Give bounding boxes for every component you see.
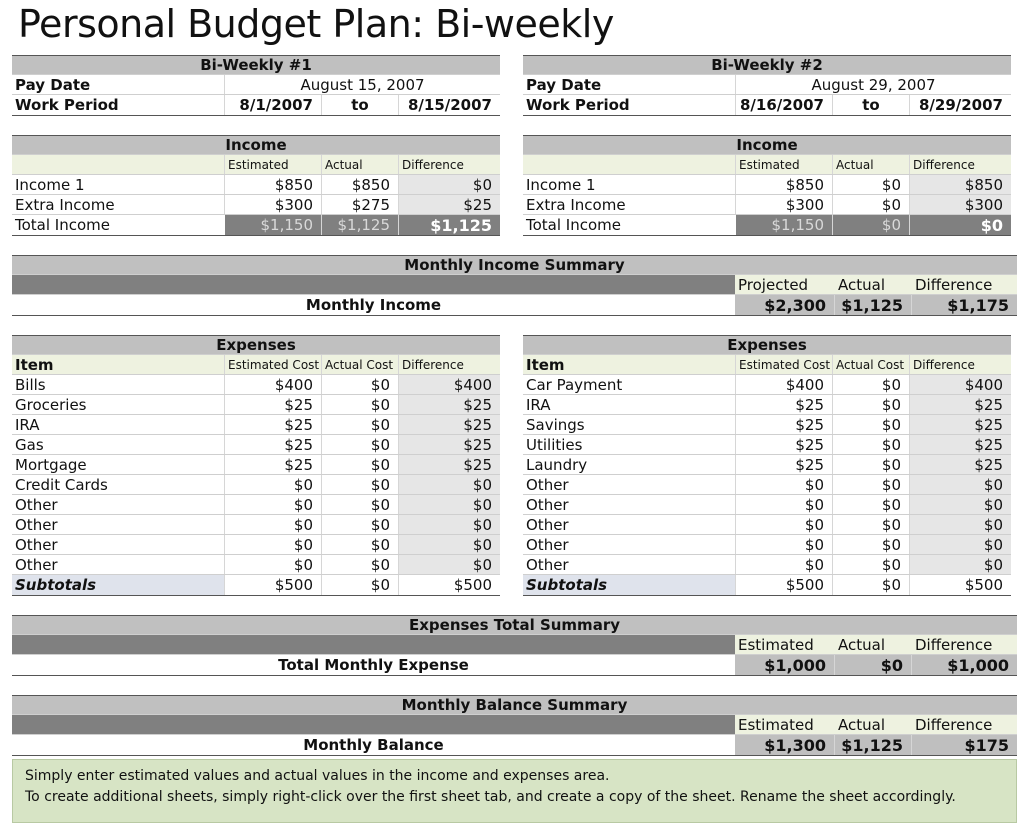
expenses-col-header-row <box>523 355 1011 375</box>
income-actual-value[interactable]: $0 <box>833 175 910 194</box>
expenses-col-difference: Difference <box>399 355 500 374</box>
income-total-actual: $1,125 <box>322 215 399 235</box>
income-col-difference: Difference <box>910 155 1011 174</box>
summary-col-header-row <box>12 715 1017 735</box>
expense-row <box>523 455 1011 475</box>
expenses-subtotal-label: Subtotals <box>12 575 225 595</box>
expenses-subtotal-difference: $500 <box>964 576 1003 594</box>
income-total-estimated: $1,150 <box>225 215 322 235</box>
expense-row <box>12 455 500 475</box>
note-line-2: To create additional sheets, simply right-click over the first sheet tab, and create a copy of the sheet. Rename the sheet accordingly. <box>25 789 956 805</box>
expense-difference-value: $400 <box>399 375 500 394</box>
expenses-col-item: Item <box>523 355 736 374</box>
expense-estimated-value[interactable]: $0 <box>736 515 833 534</box>
income-col-estimated: Estimated <box>736 155 833 174</box>
expense-item-label[interactable]: Groceries <box>12 395 225 414</box>
income-row <box>12 175 500 195</box>
income-total-estimated: $1,150 <box>736 215 833 235</box>
expenses-subtotal-row <box>12 575 500 596</box>
expense-difference-value: $25 <box>399 435 500 454</box>
expense-actual-value[interactable]: $0 <box>833 495 910 514</box>
expenses-subtotal-difference: $500 <box>453 576 492 594</box>
income-label: Extra Income <box>12 195 225 214</box>
expense-row <box>523 495 1011 515</box>
expense-item-label[interactable]: IRA <box>12 415 225 434</box>
expense-estimated-value[interactable]: $400 <box>736 375 833 394</box>
expense-difference-value: $25 <box>399 455 500 474</box>
expense-row <box>523 375 1011 395</box>
work-end-value[interactable]: 8/29/2007 <box>918 96 1003 114</box>
expense-actual-value[interactable]: $0 <box>833 455 910 474</box>
work-end-value[interactable]: 8/15/2007 <box>407 96 492 114</box>
expense-row <box>12 535 500 555</box>
expense-item-label[interactable]: Utilities <box>523 435 736 454</box>
expense-difference-value: $0 <box>910 515 1011 534</box>
summary-value-row <box>12 655 1017 676</box>
expenses-subtotal-estimated: $500 <box>225 575 322 595</box>
expense-row <box>12 435 500 455</box>
expense-difference-value: $25 <box>399 395 500 414</box>
income-col-actual: Actual <box>833 155 910 174</box>
work-start-value[interactable]: 8/1/2007 <box>225 95 322 115</box>
expense-difference-value: $25 <box>910 455 1011 474</box>
expense-estimated-value[interactable]: $0 <box>736 555 833 574</box>
income-difference-value: $0 <box>399 175 500 194</box>
pay-date-row <box>12 75 500 95</box>
expense-row <box>523 475 1011 495</box>
income-row <box>523 195 1011 215</box>
expenses-col-estimated: Estimated Cost <box>225 355 322 374</box>
income-header-row <box>12 135 500 155</box>
expense-estimated-value[interactable]: $25 <box>225 435 322 454</box>
summary-value-1: $1,000 <box>735 655 835 675</box>
expense-estimated-value[interactable]: $25 <box>736 415 833 434</box>
income-estimated-value[interactable]: $850 <box>225 175 322 194</box>
pay-date-row <box>523 75 1011 95</box>
expense-actual-value[interactable]: $0 <box>833 375 910 394</box>
summary-col-1: Estimated <box>735 715 835 734</box>
expense-actual-value[interactable]: $0 <box>833 415 910 434</box>
expense-item-label[interactable]: Other <box>12 555 225 574</box>
expenses-col-difference: Difference <box>910 355 1011 374</box>
pay-date-label: Pay Date <box>12 75 225 94</box>
expense-estimated-value[interactable]: $25 <box>736 435 833 454</box>
work-period-label: Work Period <box>523 95 736 115</box>
expense-actual-value[interactable]: $0 <box>833 475 910 494</box>
expense-actual-value[interactable]: $0 <box>833 535 910 554</box>
expense-item-label[interactable]: Laundry <box>523 455 736 474</box>
expense-item-label[interactable]: Other <box>12 535 225 554</box>
expense-estimated-value[interactable]: $0 <box>225 495 322 514</box>
summary-dark-band <box>12 635 735 654</box>
expense-item-label[interactable]: Other <box>523 475 736 494</box>
expenses-header: Expenses <box>12 335 500 354</box>
expense-actual-value[interactable]: $0 <box>322 555 399 574</box>
income-estimated-value[interactable]: $300 <box>225 195 322 214</box>
expense-item-label[interactable]: Savings <box>523 415 736 434</box>
expenses-subtotal-actual: $0 <box>833 575 910 595</box>
income-total-row <box>523 215 1011 236</box>
expense-row <box>523 515 1011 535</box>
expense-row <box>12 395 500 415</box>
expense-actual-value[interactable]: $0 <box>322 375 399 394</box>
expense-difference-value: $25 <box>910 415 1011 434</box>
expense-difference-value: $0 <box>399 475 500 494</box>
income-col-blank <box>523 155 736 174</box>
expense-row <box>12 555 500 575</box>
income-total-label: Total Income <box>526 216 621 234</box>
expense-estimated-value[interactable]: $25 <box>736 455 833 474</box>
expense-estimated-value[interactable]: $0 <box>225 515 322 534</box>
expense-estimated-value[interactable]: $25 <box>736 395 833 414</box>
income-header-row <box>523 135 1011 155</box>
expense-difference-value: $400 <box>910 375 1011 394</box>
summary-col-3: Difference <box>912 715 1017 734</box>
expenses-col-item: Item <box>12 355 225 374</box>
pay-date-value[interactable]: August 29, 2007 <box>811 75 936 94</box>
summary-header-row <box>12 255 1017 275</box>
expenses-col-actual: Actual Cost <box>833 355 910 374</box>
summary-col-header-row <box>12 275 1017 295</box>
expenses-header-row <box>523 335 1011 355</box>
expenses-subtotal-label: Subtotals <box>523 575 736 595</box>
expense-actual-value[interactable]: $0 <box>322 495 399 514</box>
expense-item-label[interactable]: Mortgage <box>12 455 225 474</box>
income-total-actual: $0 <box>833 215 910 235</box>
income-row <box>523 175 1011 195</box>
summary-value-row <box>12 735 1017 756</box>
summary-col-2: Actual <box>835 715 912 734</box>
expense-item-label[interactable]: Other <box>12 515 225 534</box>
income-col-difference: Difference <box>399 155 500 174</box>
expense-row <box>523 395 1011 415</box>
income-actual-value[interactable]: $0 <box>833 195 910 214</box>
summary-header-row <box>12 695 1017 715</box>
expense-estimated-value[interactable]: $0 <box>225 535 322 554</box>
expense-estimated-value[interactable]: $0 <box>736 535 833 554</box>
expense-estimated-value[interactable]: $0 <box>736 495 833 514</box>
expenses-header-row <box>12 335 500 355</box>
work-period-row <box>12 95 500 116</box>
expense-item-label[interactable]: Car Payment <box>523 375 736 394</box>
expense-actual-value[interactable]: $0 <box>322 535 399 554</box>
work-to-label: to <box>322 95 399 115</box>
income-col-actual: Actual <box>322 155 399 174</box>
period-header: Bi-Weekly #1 <box>12 55 500 74</box>
income-total-label: Total Income <box>15 216 110 234</box>
expense-actual-value[interactable]: $0 <box>833 395 910 414</box>
summary-header: Monthly Balance Summary <box>12 695 1017 714</box>
summary-header: Expenses Total Summary <box>12 615 1017 634</box>
summary-col-2: Actual <box>835 635 912 654</box>
income-total-difference: $0 <box>910 215 1011 235</box>
summary-header: Monthly Income Summary <box>12 255 1017 274</box>
expense-item-label[interactable]: Credit Cards <box>12 475 225 494</box>
expense-row <box>523 535 1011 555</box>
expense-actual-value[interactable]: $0 <box>833 515 910 534</box>
expense-difference-value: $0 <box>399 535 500 554</box>
summary-col-1: Projected <box>735 275 835 294</box>
expense-actual-value[interactable]: $0 <box>322 415 399 434</box>
pay-date-value[interactable]: August 15, 2007 <box>300 75 425 94</box>
expense-row <box>12 375 500 395</box>
expense-item-label[interactable]: IRA <box>523 395 736 414</box>
income-total-difference: $1,125 <box>399 215 500 235</box>
expense-difference-value: $0 <box>399 515 500 534</box>
expense-estimated-value[interactable]: $25 <box>225 395 322 414</box>
period-header: Bi-Weekly #2 <box>523 55 1011 74</box>
summary-col-3: Difference <box>912 635 1017 654</box>
expense-item-label[interactable]: Gas <box>12 435 225 454</box>
expense-row <box>12 415 500 435</box>
expense-estimated-value[interactable]: $400 <box>225 375 322 394</box>
work-period-row <box>523 95 1011 116</box>
expense-row <box>523 555 1011 575</box>
expense-row <box>12 515 500 535</box>
work-period-label: Work Period <box>12 95 225 115</box>
summary-value-3: $1,000 <box>912 655 1017 675</box>
expense-difference-value: $0 <box>910 475 1011 494</box>
expense-difference-value: $25 <box>910 435 1011 454</box>
expense-difference-value: $0 <box>910 535 1011 554</box>
expense-estimated-value[interactable]: $0 <box>225 475 322 494</box>
expenses-subtotal-actual: $0 <box>322 575 399 595</box>
expenses-col-header-row <box>12 355 500 375</box>
summary-value-3: $175 <box>912 735 1017 755</box>
summary-value-row <box>12 295 1017 316</box>
expenses-col-actual: Actual Cost <box>322 355 399 374</box>
note-line-1: Simply enter estimated values and actual values in the income and expenses area. <box>25 768 610 784</box>
expense-actual-value[interactable]: $0 <box>322 435 399 454</box>
summary-value-1: $1,300 <box>735 735 835 755</box>
expense-row <box>12 475 500 495</box>
expense-item-label[interactable]: Other <box>523 535 736 554</box>
income-actual-value[interactable]: $850 <box>322 175 399 194</box>
income-difference-value: $300 <box>910 195 1011 214</box>
income-label: Income 1 <box>12 175 225 194</box>
expense-item-label[interactable]: Other <box>523 555 736 574</box>
expense-item-label[interactable]: Other <box>523 495 736 514</box>
expense-item-label[interactable]: Bills <box>12 375 225 394</box>
income-col-header-row <box>12 155 500 175</box>
period-header-row <box>12 55 500 75</box>
expense-actual-value[interactable]: $0 <box>833 435 910 454</box>
expense-item-label[interactable]: Other <box>12 495 225 514</box>
expense-estimated-value[interactable]: $0 <box>225 555 322 574</box>
expense-actual-value[interactable]: $0 <box>322 395 399 414</box>
page-title: Personal Budget Plan: Bi-weekly <box>18 2 614 46</box>
summary-value-1: $2,300 <box>735 295 835 315</box>
income-estimated-value[interactable]: $300 <box>736 195 833 214</box>
period-header-row <box>523 55 1011 75</box>
income-total-row <box>12 215 500 236</box>
expense-estimated-value[interactable]: $25 <box>225 455 322 474</box>
work-start-value[interactable]: 8/16/2007 <box>736 95 833 115</box>
summary-value-3: $1,175 <box>912 295 1017 315</box>
expenses-subtotal-row <box>523 575 1011 596</box>
expense-actual-value[interactable]: $0 <box>322 455 399 474</box>
income-col-blank <box>12 155 225 174</box>
expense-difference-value: $0 <box>399 555 500 574</box>
summary-row-label: Monthly Income <box>305 296 442 314</box>
expense-item-label[interactable]: Other <box>523 515 736 534</box>
income-header: Income <box>523 135 1011 154</box>
expense-difference-value: $0 <box>910 495 1011 514</box>
expense-actual-value[interactable]: $0 <box>833 555 910 574</box>
expense-row <box>523 435 1011 455</box>
income-difference-value: $25 <box>399 195 500 214</box>
income-label: Extra Income <box>523 195 736 214</box>
income-col-estimated: Estimated <box>225 155 322 174</box>
expense-difference-value: $0 <box>910 555 1011 574</box>
summary-row-label: Total Monthly Expense <box>278 656 469 674</box>
income-difference-value: $850 <box>910 175 1011 194</box>
expense-estimated-value[interactable]: $0 <box>736 475 833 494</box>
income-label: Income 1 <box>523 175 736 194</box>
expense-difference-value: $25 <box>399 415 500 434</box>
expense-difference-value: $0 <box>399 495 500 514</box>
summary-value-2: $1,125 <box>835 735 912 755</box>
expense-row <box>523 415 1011 435</box>
work-to-label: to <box>833 95 910 115</box>
expenses-header: Expenses <box>523 335 1011 354</box>
pay-date-label: Pay Date <box>523 75 736 94</box>
instructions-note <box>12 759 1017 823</box>
summary-dark-band <box>12 275 735 294</box>
summary-header-row <box>12 615 1017 635</box>
expense-estimated-value[interactable]: $25 <box>225 415 322 434</box>
income-header: Income <box>12 135 500 154</box>
summary-row-label: Monthly Balance <box>303 736 444 754</box>
summary-value-2: $0 <box>835 655 912 675</box>
summary-col-1: Estimated <box>735 635 835 654</box>
summary-dark-band <box>12 715 735 734</box>
summary-col-2: Actual <box>835 275 912 294</box>
summary-value-2: $1,125 <box>835 295 912 315</box>
income-estimated-value[interactable]: $850 <box>736 175 833 194</box>
income-row <box>12 195 500 215</box>
expense-row <box>12 495 500 515</box>
expense-actual-value[interactable]: $0 <box>322 475 399 494</box>
expense-actual-value[interactable]: $0 <box>322 515 399 534</box>
summary-col-3: Difference <box>912 275 1017 294</box>
summary-col-header-row <box>12 635 1017 655</box>
expense-difference-value: $25 <box>910 395 1011 414</box>
expenses-subtotal-estimated: $500 <box>736 575 833 595</box>
expenses-col-estimated: Estimated Cost <box>736 355 833 374</box>
income-col-header-row <box>523 155 1011 175</box>
income-actual-value[interactable]: $275 <box>322 195 399 214</box>
